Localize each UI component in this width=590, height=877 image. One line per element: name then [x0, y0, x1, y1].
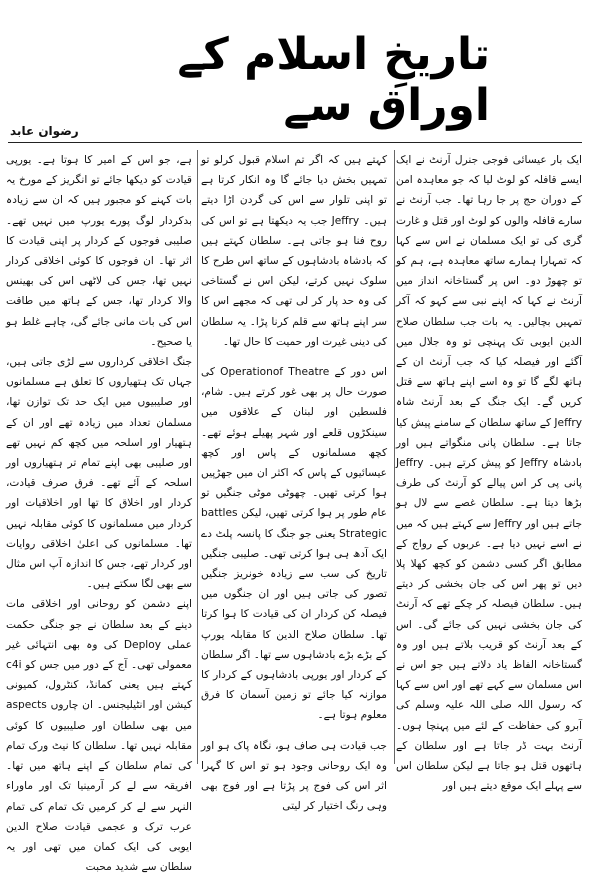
paragraph: اپنے دشمن کو روحانی اور اخلاقی مات دینے کے بعد سلطان نے جو جنگی حکمت عملی Deploy کی وہ بھی انتہائی غیر معمولی تھی۔ آج کے دور میں جس کو c4i کہتے ہیں یعنی کمانڈ، کنٹرول، کمیونی کیشن اور انٹیلیجنس۔ ان چاروں aspects میں بھی سلطان اور صلیبیوں کا کوئی مقابلہ نہیں تھا۔ سلطان کا نیٹ ورک تمام کی تمام سلطان کے اپنے ہاتھ میں تھا۔ افریقہ سے لے کر آرمینیا تک اور ماوراء النہر سے لے کر کرمیں تک تمام کی تمام عرب ترک و عجمی قیادت صلاح الدین ایوبی کی ایک کمان میں تھی اور یہ سلطان سے شدید محبت	[6, 598, 192, 874]
author-byline: رضوان عابد	[10, 124, 79, 138]
paragraph: ایک بار عیسائی فوجی جنرل آرنٹ نے ایک ایسے قافلہ کو لوٹ لیا کہ جو معاہدہ امن کے دوران حج پر جا رہا تھا۔ جب آرنٹ نے سارے قافلہ والوں کو لوٹ اور قتل و غارت گری کی تو ایک مسلمان نے اس سے کہا کہ تمہارا ہمارے ساتھ معاہدہ ہے، ہم کو تو چھوڑ دو۔ اس پر گستاخانہ انداز میں آرنٹ نے کہا کہ اپنے نبی سے کہو کہ آکر تمہیں بچالیں۔ یہ بات جب سلطان صلاح الدین ایوبی تک پہنچی تو وہ جلال میں آگئے اور فیصلہ کیا کہ جب آرنٹ ان کے ہاتھ لگے گا تو وہ اسے اپنے ہاتھ سے قتل کریں گے۔ ایک جنگ کے بعد آرنٹ شاہ Jeffry کے ساتھ سلطان کے سامنے پیش کیا جاتا ہے۔ سلطان پانی منگواتے ہیں اور بادشاہ Jeffry کو پیش کرتے ہیں۔ Jeffry پانی پی کر اس پیالے کو آرنٹ کی طرف بڑھا دیتا ہے۔ سلطان غصے سے لال ہو جاتے ہیں اور Jeffry سے کہتے ہیں کہ میں نے اسے نہیں دیا ہے۔ عربوں کے رواج کے مطابق اگر کسی دشمن کو کچھ کھلا پلا دیں تو پھر اس کی جان بخشی کر دیتے ہیں۔ سلطان فیصلہ کر چکے تھے کہ آرنٹ کی جان بخشی نہیں کی جائے گی۔ اس کے بعد آرنٹ کو قریب بلاتے ہیں اور وہ گستاخانہ الفاظ یاد دلاتے ہیں جو اس نے اس مسلمان سے کہے تھے اور اس سے کہا کہ رسول اللہ صلی اللہ علیہ وسلم کی آبرو کی حفاظت کے لئے میں پہنچا ہوں۔ آرنٹ بہت ڈر جاتا ہے اور سلطان کے ہاتھوں قتل ہو جاتا ہے لیکن سلطان اس سے پہلے ایک موقع دیتے ہیں اور	[396, 154, 582, 793]
text-column-middle	[201, 150, 388, 813]
column-divider	[394, 150, 395, 764]
paragraph: کہتے ہیں کہ اگر تم اسلام قبول کرلو تو تمہیں بخش دیا جائے گا وہ انکار کرتا ہے تو اپنی تلوار سے اس کی گردن اڑا دیتے ہیں۔ Jeffry جب یہ دیکھتا ہے تو اس کی روح فنا ہو جاتی ہے۔ سلطان کہتے ہیں کہ بادشاہ بادشاہوں کے ساتھ اس طرح کا سلوک نہیں کرتے، لیکن اس نے گستاخی کی وہ حد پار کر لی تھی کہ مجھے اس کا سر اپنے ہاتھ سے قلم کرنا پڑا۔ یہ سلطان کی دینی غیرت اور حمیت کا حال تھا۔	[201, 154, 388, 348]
article-title: تاریخِ اسلام کے اوراق سے	[177, 29, 490, 131]
column-divider	[197, 150, 198, 764]
header-divider	[8, 142, 582, 143]
paragraph: ہے، جو اس کے امیر کا ہوتا ہے۔ یورپی قیادت کو دیکھا جائے تو انگریز کے مورخ یہ بات کہنے کو مجبور ہیں کہ ان سے زیادہ بدکردار لوگ پورے یورپ میں نہیں تھے۔ صلیبی فوجوں کے کردار پر اپنی قیادت کا اثر تھا۔ ان فوجوں کا کوئی اخلاقی کردار نہیں تھا، جس کی لاٹھی اس کی بھینس والا کردار تھا، جس کے ہاتھ میں طاقت اس کی بات مانی جائے گی، چاہے غلط ہو یا صحیح۔	[6, 154, 192, 348]
paragraph: جنگ اخلاقی کرداروں سے لڑی جاتی ہیں، جہاں تک ہتھیاروں کا تعلق ہے مسلمانوں اور صلیبیوں میں ایک حد تک توازن تھا، مسلمان تعداد میں زیادہ تھے اور ان کے ہتھیار اور اسلحہ میں کچھ کم نہیں تھے اور صلیبی بھی اپنے تمام تر ہتھیاروں اور اسلحہ کے آئے تھے۔ فرق صرف قیادت، کردار اور اخلاق کا تھا اور اخلاقیات اور کردار میں مسلمانوں کا کوئی مقابلہ نہیں تھا۔ مسلمانوں کی اعلیٰ اخلاقی روایات اور کردار تھے، جس کا اندازہ آپ اس مثال سے بھی لگا سکتے ہیں۔	[6, 356, 192, 591]
paragraph: جب قیادت ہی صاف ہو، نگاہ پاک ہو اور وہ ایک روحانی وجود ہو تو اس کا گہرا اثر اس کی فوج پر پڑتا ہے اور فوج بھی وہی رنگ اختیار کر لیتی	[201, 739, 387, 813]
paragraph: اس دور کے Operationof Theatre کی صورت حال پر بھی غور کرتے ہیں۔ شام، فلسطین اور لبنان کے علاقوں میں سینکڑوں قلعے اور شہر پھیلے ہوئے تھے۔ کچھ مسلمانوں کے پاس اور کچھ عیسائیوں کے پاس کہ اکثر ان میں جھڑپیں ہوا کرتی تھیں۔ چھوٹی موٹی جنگیں تو عام طور پر ہوا کرتی تھیں، لیکن battles Strategic یعنی جو جنگ کا پانسہ پلٹ دے ایک آدھ ہی ہوا کرتی تھی۔ صلیبی جنگیں تاریخ کی سب سے زیادہ خونریز جنگیں تصور کی جاتی ہیں اور ان جنگوں میں فیصلہ کن کردار ان کی قیادت کا ہوا کرتا تھا۔ سلطان صلاح الدین کا مقابلہ یورپ کے بڑے بڑے بادشاہوں سے تھا۔ اگر سلطان کے کردار اور یورپی بادشاہوں کے کردار کا موازنہ کیا جائے تو زمین آسمان کا فرق معلوم ہوتا ہے۔	[201, 366, 387, 722]
text-column-left	[6, 150, 192, 874]
text-column-right	[396, 150, 582, 793]
